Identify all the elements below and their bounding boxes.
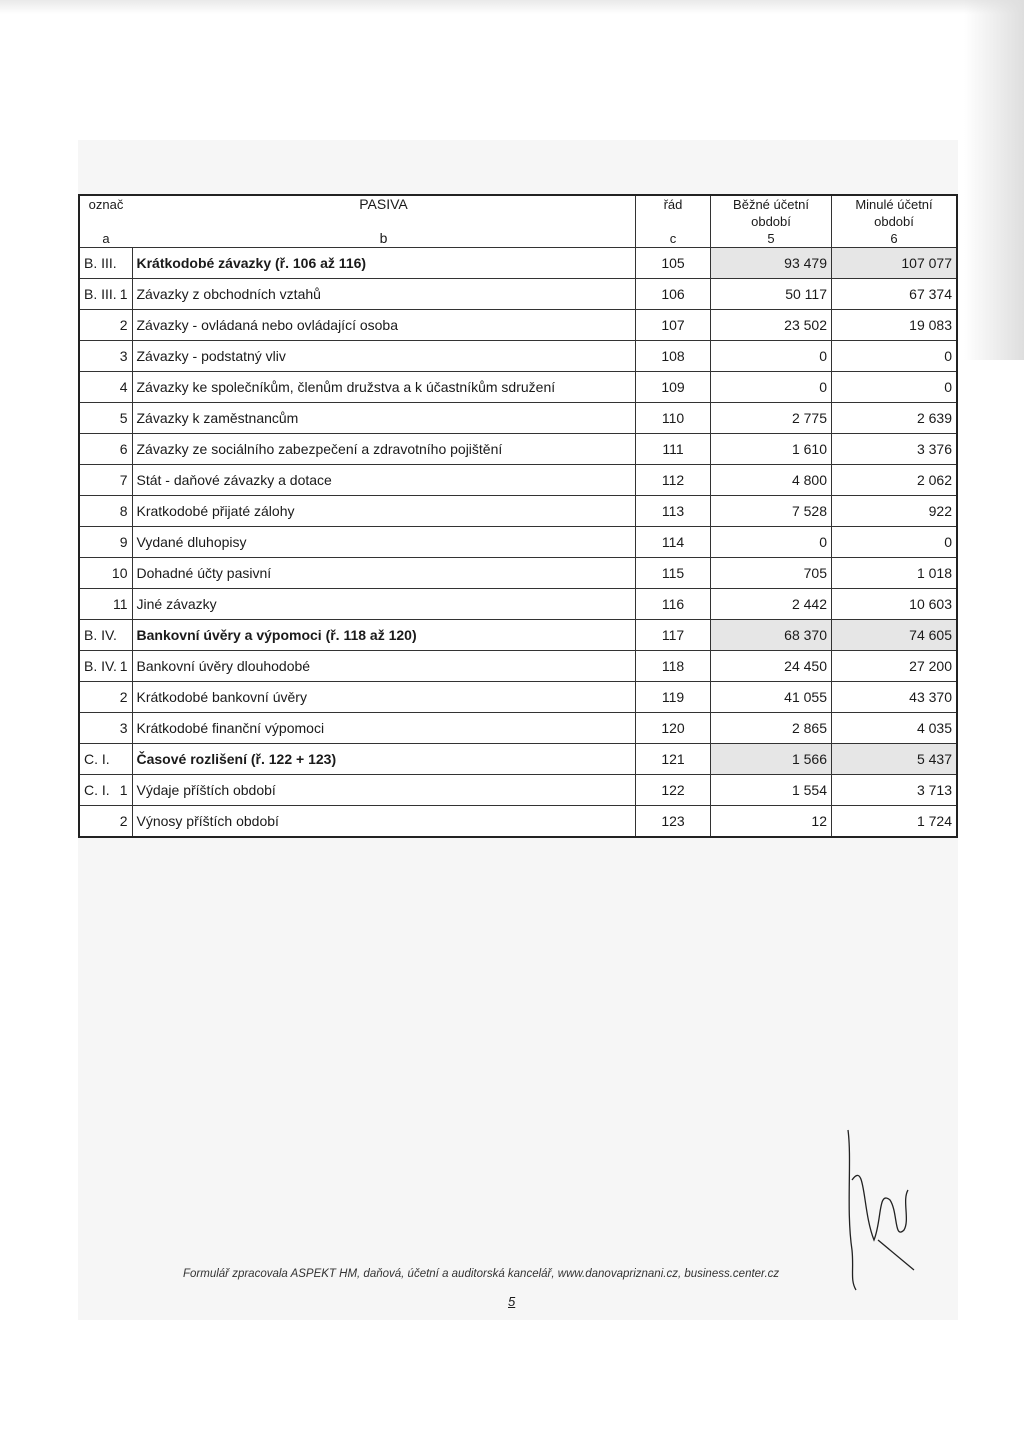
row-previous-period: 0 bbox=[832, 341, 958, 372]
row-description: Závazky ke společníkům, členům družstva a k účastníkům sdružení bbox=[132, 372, 636, 403]
row-previous-period: 5 437 bbox=[832, 744, 958, 775]
row-previous-period: 1 724 bbox=[832, 806, 958, 838]
header-col-5-title2: období bbox=[751, 214, 791, 229]
row-line-number: 116 bbox=[636, 589, 711, 620]
row-description: Krátkodobé bankovní úvěry bbox=[132, 682, 636, 713]
handwritten-signature bbox=[838, 1120, 918, 1300]
row-current-period: 705 bbox=[711, 558, 832, 589]
row-previous-period: 0 bbox=[832, 527, 958, 558]
row-description: Vydané dluhopisy bbox=[132, 527, 636, 558]
row-previous-period: 3 713 bbox=[832, 775, 958, 806]
header-col-b-title: PASIVA bbox=[359, 196, 408, 212]
table-row bbox=[79, 434, 957, 465]
row-current-period: 41 055 bbox=[711, 682, 832, 713]
row-current-period: 4 800 bbox=[711, 465, 832, 496]
header-col-6-title2: období bbox=[874, 214, 914, 229]
row-subnumber: 9 bbox=[106, 527, 133, 558]
row-designation bbox=[79, 496, 106, 527]
row-previous-period: 3 376 bbox=[832, 434, 958, 465]
row-subnumber: 6 bbox=[106, 434, 133, 465]
row-designation bbox=[79, 527, 106, 558]
row-subnumber: 10 bbox=[106, 558, 133, 589]
row-line-number: 122 bbox=[636, 775, 711, 806]
row-previous-period: 19 083 bbox=[832, 310, 958, 341]
row-current-period: 0 bbox=[711, 527, 832, 558]
row-current-period: 1 610 bbox=[711, 434, 832, 465]
row-line-number: 117 bbox=[636, 620, 711, 651]
header-col-a-sub: a bbox=[102, 231, 110, 246]
row-previous-period: 27 200 bbox=[832, 651, 958, 682]
row-subnumber: 2 bbox=[106, 682, 133, 713]
row-description: Závazky z obchodních vztahů bbox=[132, 279, 636, 310]
table-row bbox=[79, 806, 957, 838]
table-row bbox=[79, 372, 957, 403]
row-description: Dohadné účty pasivní bbox=[132, 558, 636, 589]
row-description: Krátkodobé finanční výpomoci bbox=[132, 713, 636, 744]
row-description: Kratkodobé přijaté zálohy bbox=[132, 496, 636, 527]
table-row bbox=[79, 589, 957, 620]
scan-edge-top bbox=[0, 0, 1024, 14]
row-line-number: 106 bbox=[636, 279, 711, 310]
row-current-period: 68 370 bbox=[711, 620, 832, 651]
row-designation: C. I. bbox=[79, 775, 106, 806]
row-description: Závazky - ovládaná nebo ovládající osoba bbox=[132, 310, 636, 341]
header-col-5 bbox=[711, 195, 832, 248]
row-subnumber: 11 bbox=[106, 589, 133, 620]
row-previous-period: 4 035 bbox=[832, 713, 958, 744]
row-designation bbox=[79, 310, 106, 341]
form-footer-credit: Formulář zpracovala ASPEKT HM, daňová, účetní a auditorská kancelář, www.danovapriznani.cz, business.center.cz bbox=[183, 1268, 780, 1280]
row-description: Krátkodobé závazky (ř. 106 až 116) bbox=[132, 248, 636, 279]
row-subnumber: 1 bbox=[106, 279, 133, 310]
row-description: Stát - daňové závazky a dotace bbox=[132, 465, 636, 496]
header-col-6 bbox=[832, 195, 958, 248]
row-previous-period: 74 605 bbox=[832, 620, 958, 651]
row-subnumber: 7 bbox=[106, 465, 133, 496]
table-row bbox=[79, 527, 957, 558]
row-designation: B. IV. bbox=[79, 620, 106, 651]
row-description: Závazky - podstatný vliv bbox=[132, 341, 636, 372]
row-designation bbox=[79, 713, 106, 744]
row-line-number: 107 bbox=[636, 310, 711, 341]
row-current-period: 12 bbox=[711, 806, 832, 838]
header-col-a-title: označ bbox=[88, 197, 124, 212]
table-row bbox=[79, 558, 957, 589]
row-designation bbox=[79, 341, 106, 372]
row-designation bbox=[79, 589, 106, 620]
table-header-row bbox=[79, 195, 957, 248]
table-row bbox=[79, 310, 957, 341]
row-current-period: 1 554 bbox=[711, 775, 832, 806]
row-previous-period: 1 018 bbox=[832, 558, 958, 589]
row-designation: B. III. bbox=[79, 279, 106, 310]
row-description: Bankovní úvěry dlouhodobé bbox=[132, 651, 636, 682]
row-line-number: 123 bbox=[636, 806, 711, 838]
header-col-5-sub: 5 bbox=[767, 231, 775, 246]
row-previous-period: 107 077 bbox=[832, 248, 958, 279]
row-subnumber: 2 bbox=[106, 310, 133, 341]
row-description: Časové rozlišení (ř. 122 + 123) bbox=[132, 744, 636, 775]
row-line-number: 118 bbox=[636, 651, 711, 682]
header-col-a bbox=[79, 195, 132, 248]
row-line-number: 119 bbox=[636, 682, 711, 713]
header-col-c-title: řád bbox=[663, 197, 683, 212]
header-col-6-sub: 6 bbox=[890, 231, 898, 246]
row-current-period: 2 442 bbox=[711, 589, 832, 620]
row-previous-period: 922 bbox=[832, 496, 958, 527]
table-row bbox=[79, 651, 957, 682]
row-designation bbox=[79, 558, 106, 589]
row-line-number: 120 bbox=[636, 713, 711, 744]
row-current-period: 0 bbox=[711, 341, 832, 372]
row-line-number: 105 bbox=[636, 248, 711, 279]
row-current-period: 50 117 bbox=[711, 279, 832, 310]
row-previous-period: 0 bbox=[832, 372, 958, 403]
row-subnumber: 3 bbox=[106, 341, 133, 372]
row-current-period: 93 479 bbox=[711, 248, 832, 279]
row-subnumber: 1 bbox=[106, 651, 133, 682]
table-body bbox=[79, 248, 957, 838]
row-subnumber: 8 bbox=[106, 496, 133, 527]
row-current-period: 23 502 bbox=[711, 310, 832, 341]
row-subnumber: 3 bbox=[106, 713, 133, 744]
row-previous-period: 43 370 bbox=[832, 682, 958, 713]
table-row bbox=[79, 775, 957, 806]
row-description: Bankovní úvěry a výpomoci (ř. 118 až 120) bbox=[132, 620, 636, 651]
page-number: 5 bbox=[508, 1294, 516, 1309]
row-line-number: 112 bbox=[636, 465, 711, 496]
table-row bbox=[79, 465, 957, 496]
table-row bbox=[79, 248, 957, 279]
row-line-number: 110 bbox=[636, 403, 711, 434]
table-row bbox=[79, 496, 957, 527]
row-line-number: 114 bbox=[636, 527, 711, 558]
header-col-5-title: Běžné účetní bbox=[733, 197, 809, 212]
row-designation: B. IV. bbox=[79, 651, 106, 682]
row-current-period: 7 528 bbox=[711, 496, 832, 527]
row-line-number: 115 bbox=[636, 558, 711, 589]
row-subnumber: 1 bbox=[106, 775, 133, 806]
row-line-number: 108 bbox=[636, 341, 711, 372]
header-col-b bbox=[132, 195, 636, 248]
row-designation bbox=[79, 465, 106, 496]
row-description: Závazky k zaměstnancům bbox=[132, 403, 636, 434]
row-designation bbox=[79, 806, 106, 838]
header-col-6-title: Minulé účetní bbox=[855, 197, 933, 212]
row-description: Závazky ze sociálního zabezpečení a zdravotního pojištění bbox=[132, 434, 636, 465]
pasiva-table bbox=[78, 194, 958, 838]
row-line-number: 109 bbox=[636, 372, 711, 403]
row-current-period: 24 450 bbox=[711, 651, 832, 682]
row-designation: B. III. bbox=[79, 248, 106, 279]
row-line-number: 113 bbox=[636, 496, 711, 527]
row-previous-period: 67 374 bbox=[832, 279, 958, 310]
row-subnumber: 5 bbox=[106, 403, 133, 434]
row-designation bbox=[79, 403, 106, 434]
header-col-b-sub: b bbox=[379, 230, 388, 246]
scan-edge-right bbox=[964, 0, 1024, 360]
row-designation bbox=[79, 682, 106, 713]
row-description: Výnosy příštích období bbox=[132, 806, 636, 838]
row-line-number: 121 bbox=[636, 744, 711, 775]
table-row bbox=[79, 620, 957, 651]
row-designation: C. I. bbox=[79, 744, 106, 775]
row-subnumber: 2 bbox=[106, 806, 133, 838]
row-current-period: 0 bbox=[711, 372, 832, 403]
row-description: Výdaje příštích období bbox=[132, 775, 636, 806]
row-subnumber: 4 bbox=[106, 372, 133, 403]
row-line-number: 111 bbox=[636, 434, 711, 465]
table-row bbox=[79, 341, 957, 372]
row-designation bbox=[79, 434, 106, 465]
table-row bbox=[79, 403, 957, 434]
row-current-period: 2 865 bbox=[711, 713, 832, 744]
row-previous-period: 10 603 bbox=[832, 589, 958, 620]
header-col-c-sub: c bbox=[669, 231, 677, 246]
table-row bbox=[79, 682, 957, 713]
row-current-period: 1 566 bbox=[711, 744, 832, 775]
row-current-period: 2 775 bbox=[711, 403, 832, 434]
table-row bbox=[79, 279, 957, 310]
table-row bbox=[79, 744, 957, 775]
table-row bbox=[79, 713, 957, 744]
row-previous-period: 2 639 bbox=[832, 403, 958, 434]
row-designation bbox=[79, 372, 106, 403]
header-col-c bbox=[636, 195, 711, 248]
row-description: Jiné závazky bbox=[132, 589, 636, 620]
row-previous-period: 2 062 bbox=[832, 465, 958, 496]
